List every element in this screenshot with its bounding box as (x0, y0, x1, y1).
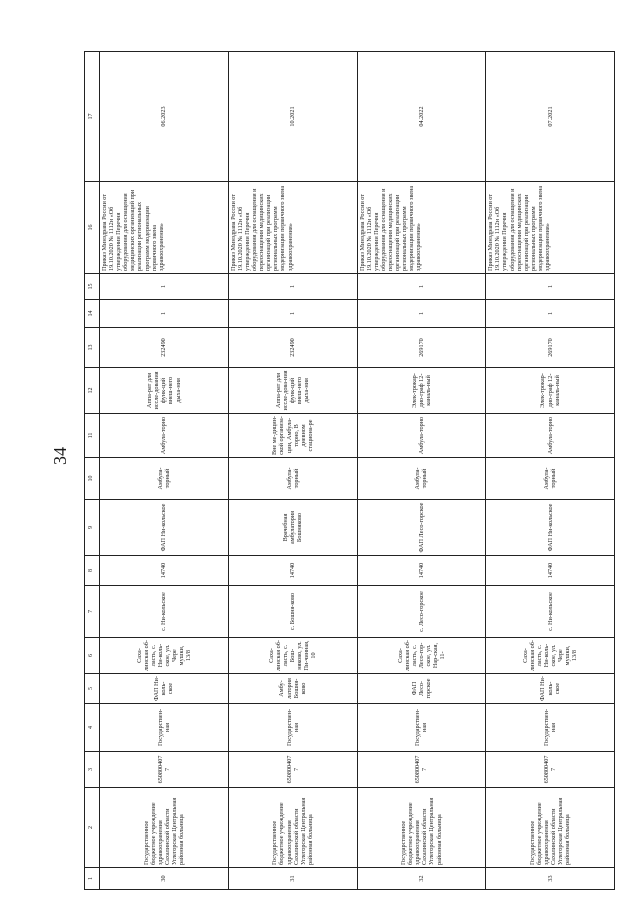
col-number: 7 (85, 586, 100, 638)
col-number: 2 (85, 788, 100, 868)
legal-basis: Приказ Минздрава России от 19.10.2020 № 1112н «Об утверждении Перечня оборудования для оснащения и переоснащения медицинских организаций при реализации региональных программ модернизации первичного звена здравоохранения» (228, 182, 357, 274)
quantity-total: 1 (100, 274, 229, 300)
row-number: 33 (486, 868, 615, 890)
equipment-name: Аппа-рат для иссле-дования функ-ций внеш-него дыха-ния (100, 368, 229, 414)
oktmo-code: 14740 (357, 556, 486, 586)
col-number: 10 (85, 458, 100, 500)
facility-name: ФАП Ни-кольское (100, 500, 229, 556)
quantity-total: 1 (357, 274, 486, 300)
unit-address: Саха-линская об-ласть, с. Лесо-гор-ское, ул. Нар-ская, 11- (357, 638, 486, 674)
org-code: 650800407 7 (228, 752, 357, 788)
quantity: 1 (100, 300, 229, 328)
oktmo-code: 14740 (228, 556, 357, 586)
col-number: 14 (85, 300, 100, 328)
col-number: 11 (85, 414, 100, 458)
care-conditions: Вне ме-дицин-ской организа-ции, Амбула-торно, В дневном стациона-ре (228, 414, 357, 458)
unit-address: Саха-линская об-ласть, с. Бош-няково, ул. Пи-чинная, 10 (228, 638, 357, 674)
legal-basis: Приказ Минздрава России от 19.10.2020 № 1112н «Об утверждении Перечня оборудования для оснащения и переоснащения медицинских организаций при реализации региональных программ модернизации первичного звена здравоохранения» (486, 182, 615, 274)
col-number: 16 (85, 182, 100, 274)
table-row (486, 52, 615, 890)
quantity-total: 1 (228, 274, 357, 300)
oktmo-code: 14740 (100, 556, 229, 586)
locality: с. Лесо-горское (357, 586, 486, 638)
organization-name: Государственное бюджетное учреждение здравоохранения Сахалинской области Углегорская Центральная районная больница (486, 788, 615, 868)
oktmo-code: 14740 (486, 556, 615, 586)
row-number: 32 (357, 868, 486, 890)
delivery-date: 04.2022 (357, 52, 486, 182)
locality: с. Ни-кольское (486, 586, 615, 638)
care-type: Амбула-торный (100, 458, 229, 500)
equipment-table (84, 51, 615, 890)
locality: с. Бошня-ково (228, 586, 357, 638)
col-number: 8 (85, 556, 100, 586)
quantity-total: 1 (486, 274, 615, 300)
col-number: 1 (85, 868, 100, 890)
col-number: 9 (85, 500, 100, 556)
quantity: 1 (357, 300, 486, 328)
quantity: 1 (486, 300, 615, 328)
col-number: 17 (85, 52, 100, 182)
unit-address: Саха-линская об-ласть, с. Ни-коль-ское, ул. Чере мушки, 13/8 (100, 638, 229, 674)
locality: с. Ни-кольское (100, 586, 229, 638)
delivery-date: 10.2021 (228, 52, 357, 182)
facility-name: ФАП Ни-кольское (486, 500, 615, 556)
delivery-date: 07.2021 (486, 52, 615, 182)
row-number: 30 (100, 868, 229, 890)
page-number: 34 (50, 447, 70, 465)
care-conditions: Амбула-торно (486, 414, 615, 458)
col-number: 4 (85, 704, 100, 752)
equipment-price: 269170 (486, 328, 615, 368)
row-number: 31 (228, 868, 357, 890)
org-code: 650800407 7 (357, 752, 486, 788)
structural-unit: Амбу-латория Бошня-ково (228, 674, 357, 704)
legal-basis: Приказ Минздрава России от 19.10.2020 № 1112н «Об утверждении Перечня оборудования для оснащения медицинских организаций при реализации региональных программ модернизации первичного звена здравоохранения» (100, 182, 229, 274)
legal-basis: Приказ Минздрава России от 19.10.2020 № 1112н «Об утверждении Перечня оборудования для оснащения и переоснащения медицинских организаций при реализации региональных программ модернизации первичного звена здравоохранения» (357, 182, 486, 274)
equipment-price: 232490 (100, 328, 229, 368)
table-row (100, 52, 229, 890)
equipment-price: 269170 (357, 328, 486, 368)
col-number: 15 (85, 274, 100, 300)
col-number: 5 (85, 674, 100, 704)
care-type: Амбула-торный (486, 458, 615, 500)
ownership-form: Государствен-ная (357, 704, 486, 752)
org-code: 650800407 7 (100, 752, 229, 788)
unit-address: Саха-линская об-ласть, с. Ни-коль-ское, ул. Чере мушки, 13/8 (486, 638, 615, 674)
col-number: 13 (85, 328, 100, 368)
equipment-name: Элек-трокар-дио-граф 12-каналь-ный (486, 368, 615, 414)
ownership-form: Государствен-ная (100, 704, 229, 752)
delivery-date: 06.2023 (100, 52, 229, 182)
ownership-form: Государствен-ная (486, 704, 615, 752)
organization-name: Государственное бюджетное учреждение здравоохранения Сахалинской области Углегорская Центральная районная больница (100, 788, 229, 868)
facility-name: Врачебная амбулатория Бошняково (228, 500, 357, 556)
organization-name: Государственное бюджетное учреждение здравоохранения Сахалинской области Углегорская Центральная районная больница (228, 788, 357, 868)
col-number: 6 (85, 638, 100, 674)
equipment-price: 232490 (228, 328, 357, 368)
care-type: Амбула-торный (228, 458, 357, 500)
ownership-form: Государствен-ная (228, 704, 357, 752)
rotated-table-wrapper (84, 52, 615, 890)
care-type: Амбула-торный (357, 458, 486, 500)
col-number: 12 (85, 368, 100, 414)
equipment-name: Аппа-рат для иссле-дова-ния функ-ций внеш-него дыха-ния (228, 368, 357, 414)
table-row (228, 52, 357, 890)
care-conditions: Амбула-торно (100, 414, 229, 458)
structural-unit: ФАП Лесо-горское (357, 674, 486, 704)
structural-unit: ФАП Ни-коль-ское (100, 674, 229, 704)
column-numbers-row (85, 52, 100, 890)
col-number: 3 (85, 752, 100, 788)
care-conditions: Амбула-торно (357, 414, 486, 458)
organization-name: Государственное бюджетное учреждение здравоохранения Сахалинской области Углегорская Центральная районная больница (357, 788, 486, 868)
facility-name: ФАП Лесо-горское (357, 500, 486, 556)
equipment-name: Элек-трокар-дио-граф 12-каналь-ный (357, 368, 486, 414)
org-code: 650800407 7 (486, 752, 615, 788)
table-row (357, 52, 486, 890)
quantity: 1 (228, 300, 357, 328)
structural-unit: ФАП Ни-коль-ское (486, 674, 615, 704)
